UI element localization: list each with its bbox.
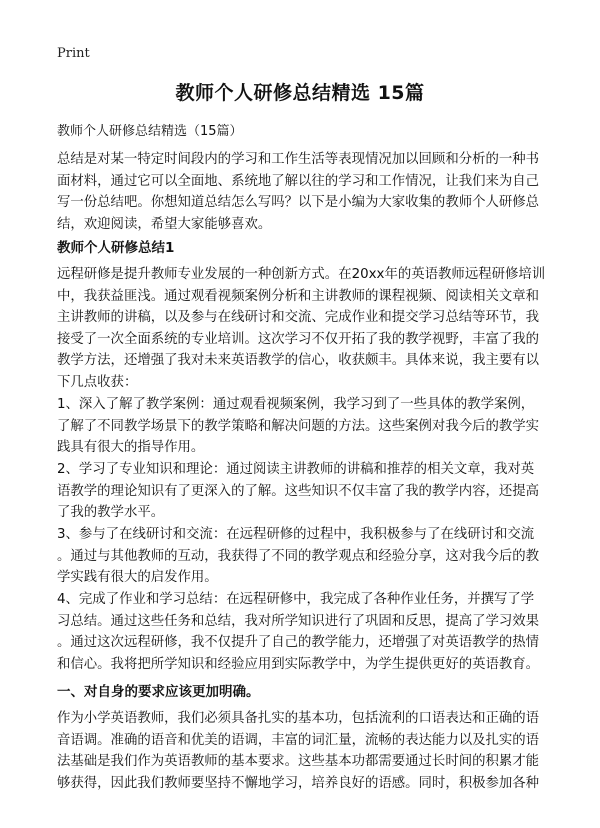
paragraph-line: 中，我获益匪浅。通过观看视频案例分析和主讲教师的课程视频、阅读相关文章和 bbox=[57, 288, 540, 304]
paragraph-line: 接受了一次全面系统的专业培训。这次学习不仅开拓了我的教学视野，丰富了我的 bbox=[57, 331, 540, 347]
paragraph-line: 主讲教师的讲稿，以及参与在线研讨和交流、完成作业和提交学习总结等环节，我 bbox=[57, 310, 540, 325]
paragraph-line: 下几点收获： bbox=[57, 374, 138, 390]
intro-paragraph bbox=[57, 149, 547, 235]
paragraph-2 bbox=[57, 708, 547, 794]
paragraph-line: 总结是对某一特定时间段内的学习和工作生活等表现情况加以回顾和分析的一种书 bbox=[57, 152, 540, 167]
paragraph-line: 了解了不同教学场景下的教学策略和解决问题的方法。这些案例对我今后的教学实 bbox=[57, 418, 540, 434]
list-item-4 bbox=[57, 589, 547, 675]
paragraph-line: 。通过这次远程研修，我不仅提升了自己的教学能力，还增强了对英语教学的热情 bbox=[57, 635, 540, 650]
paragraph-1 bbox=[57, 264, 547, 393]
list-item-3 bbox=[57, 524, 547, 589]
paragraph-line: 写一份总结吧。你想知道总结怎么写吗？以下是小编为大家收集的教师个人研修总 bbox=[57, 195, 540, 210]
section-heading-2: 一、对自身的要求应该更加明确。 bbox=[57, 684, 260, 700]
list-item-2 bbox=[57, 459, 547, 524]
document-title: 教师个人研修总结精选 15篇 bbox=[175, 82, 425, 104]
paragraph-line: 音语调。准确的语音和优美的语调，丰富的词汇量，流畅的表达能力以及扎实的语 bbox=[57, 732, 540, 748]
paragraph-line: 践具有很大的指导作用。 bbox=[57, 440, 205, 455]
paragraph-line: 习总结。通过这些任务和总结，我对所学知识进行了巩固和反思，提高了学习效果 bbox=[57, 613, 540, 629]
paragraph-line: 学实践有很大的启发作用。 bbox=[57, 570, 218, 585]
paragraph-line: 了我的教学水平。 bbox=[57, 505, 165, 520]
paragraph-line: 1、深入了解了教学案例：通过观看视频案例，我学习到了一些具体的教学案例， bbox=[57, 397, 535, 412]
paragraph-line: 够获得，因此我们教师要坚持不懈地学习，培养良好的语感。同时，积极参加各种 bbox=[57, 775, 540, 791]
section-heading-1: 教师个人研修总结1 bbox=[57, 240, 175, 256]
paragraph-line: 作为小学英语教师，我们必须具备扎实的基本功，包括流利的口语表达和正确的语 bbox=[57, 711, 540, 726]
print-label[interactable]: Print bbox=[57, 46, 90, 61]
list-item-1 bbox=[57, 394, 547, 459]
paragraph-line: 面材料，通过它可以全面地、系统地了解以往的学习和工作情况，让我们来为自己 bbox=[57, 173, 540, 189]
paragraph-line: 2、学习了专业知识和理论：通过阅读主讲教师的讲稿和推荐的相关文章，我对英 bbox=[57, 462, 535, 477]
document-subtitle: 教师个人研修总结精选（15篇） bbox=[57, 124, 243, 139]
paragraph-line: 远程研修是提升教师专业发展的一种创新方式。在20xx年的英语教师远程研修培训 bbox=[57, 267, 546, 282]
paragraph-line: 4、完成了作业和学习总结：在远程研修中，我完成了各种作业任务，并撰写了学 bbox=[57, 592, 535, 607]
paragraph-line: 结，欢迎阅读，希望大家能够喜欢。 bbox=[57, 216, 272, 232]
paragraph-line: 语教学的理论知识有了更深入的了解。这些知识不仅丰富了我的教学内容，还提高 bbox=[57, 483, 540, 499]
paragraph-line: 法基础是我们作为英语教师的基本要求。这些基本功都需要通过长时间的积累才能 bbox=[57, 754, 540, 769]
paragraph-line: 教学方法，还增强了我对未来英语教学的信心，收获颇丰。具体来说，我主要有以 bbox=[57, 353, 540, 368]
paragraph-line: 。通过与其他教师的互动，我获得了不同的教学观点和经验分享，这对我今后的教 bbox=[57, 548, 540, 564]
paragraph-line: 3、参与了在线研讨和交流：在远程研修的过程中，我积极参与了在线研讨和交流 bbox=[57, 527, 535, 542]
paragraph-line: 和信心。我将把所学知识和经验应用到实际教学中，为学生提供更好的英语教育。 bbox=[57, 656, 540, 672]
